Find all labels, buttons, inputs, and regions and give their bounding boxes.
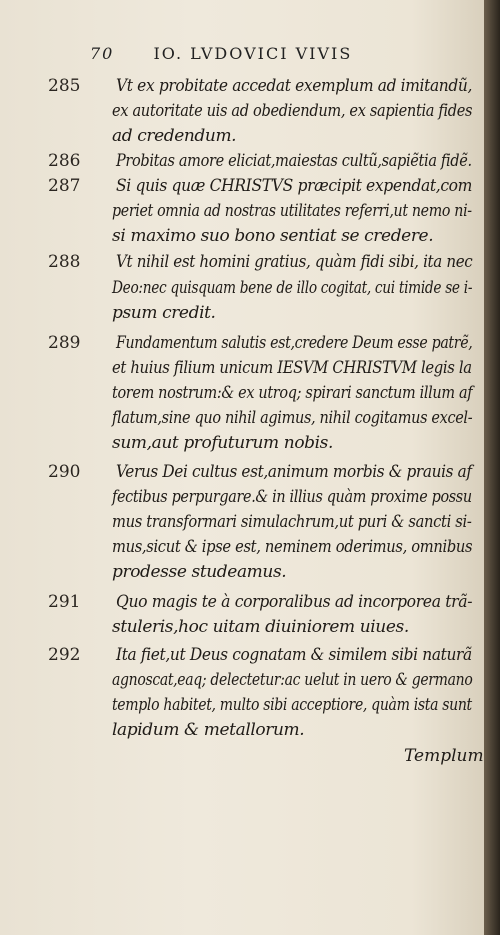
running-header xyxy=(90,44,450,63)
entry-line: lapidum & metallorum. xyxy=(112,720,305,740)
entry-line: psum credit. xyxy=(112,303,216,323)
entry-number: 288 xyxy=(48,252,81,272)
entry-line: Vt ex probitate accedat exemplum ad imitandũ, xyxy=(116,76,473,96)
entry-line: Probitas amore eliciat,maiestas cultũ,sapiẽtia fidẽ. xyxy=(116,151,472,171)
entry-line: prodesse studeamus. xyxy=(112,562,287,582)
entry-number: 289 xyxy=(48,333,81,353)
entry-number: 286 xyxy=(48,151,81,171)
entry-line: fectibus perpurgare.& in illius quàm proxime possu xyxy=(112,487,472,507)
entry-line: flatum,sine quo nihil agimus, nihil cogitamus excel- xyxy=(112,408,473,428)
entry-line: mus,sicut & ipse est, neminem oderimus, omnibus xyxy=(112,537,473,557)
entry-line: Si quis quæ CHRISTVS præcipit expendat,com xyxy=(116,176,473,196)
entry-number: 285 xyxy=(48,76,81,96)
entry-line: mus transformari simulachrum,ut puri & sancti si- xyxy=(112,512,472,532)
entry-line: Fundamentum salutis est,credere Deum esse patrẽ, xyxy=(116,333,473,353)
catchword: Templum xyxy=(404,746,484,766)
page-number: 70 xyxy=(90,44,115,63)
entry-number: 292 xyxy=(48,645,81,665)
entry-line: periet omnia ad nostras utilitates referri,ut nemo ni- xyxy=(112,201,472,221)
entry-line: sum,aut profuturum nobis. xyxy=(112,433,334,453)
entry-line: stuleris,hoc uitam diuiniorem uiues. xyxy=(112,617,409,637)
entry-line: si maximo suo bono sentiat se credere. xyxy=(112,226,434,246)
entry-number: 290 xyxy=(48,462,81,482)
entry-line: ex autoritate uis ad obediendum, ex sapientia fides xyxy=(112,101,473,121)
entry-line: et huius filium unicum IESVM CHRISTVM legis la xyxy=(112,358,472,378)
entry-line: Ita fiet,ut Deus cognatam & similem sibi naturã xyxy=(116,645,472,665)
entry-line: Verus Dei cultus est,animum morbis & prauis af xyxy=(116,462,472,482)
entry-line: templo habitet, multo sibi acceptiore, quàm ista sunt xyxy=(112,695,472,715)
entry-line: Quo magis te à corporalibus ad incorporea trã- xyxy=(116,592,473,612)
entry-line: torem nostrum:& ex utroq; spirari sanctum illum af xyxy=(112,383,473,403)
entry-number: 287 xyxy=(48,176,81,196)
book-gutter xyxy=(484,0,500,935)
entry-number: 291 xyxy=(48,592,81,612)
entry-line: ad credendum. xyxy=(112,126,237,146)
entry-line: Vt nihil est homini gratius, quàm fidi sibi, ita nec xyxy=(116,252,473,272)
running-title: IO. LVDOVICI VIVIS xyxy=(153,44,353,63)
entry-line: agnoscat,eaq; delectetur:ac uelut in uero & germano xyxy=(112,670,473,690)
entry-line: Deo:nec quisquam bene de illo cogitat, cui timide se i- xyxy=(112,278,473,298)
